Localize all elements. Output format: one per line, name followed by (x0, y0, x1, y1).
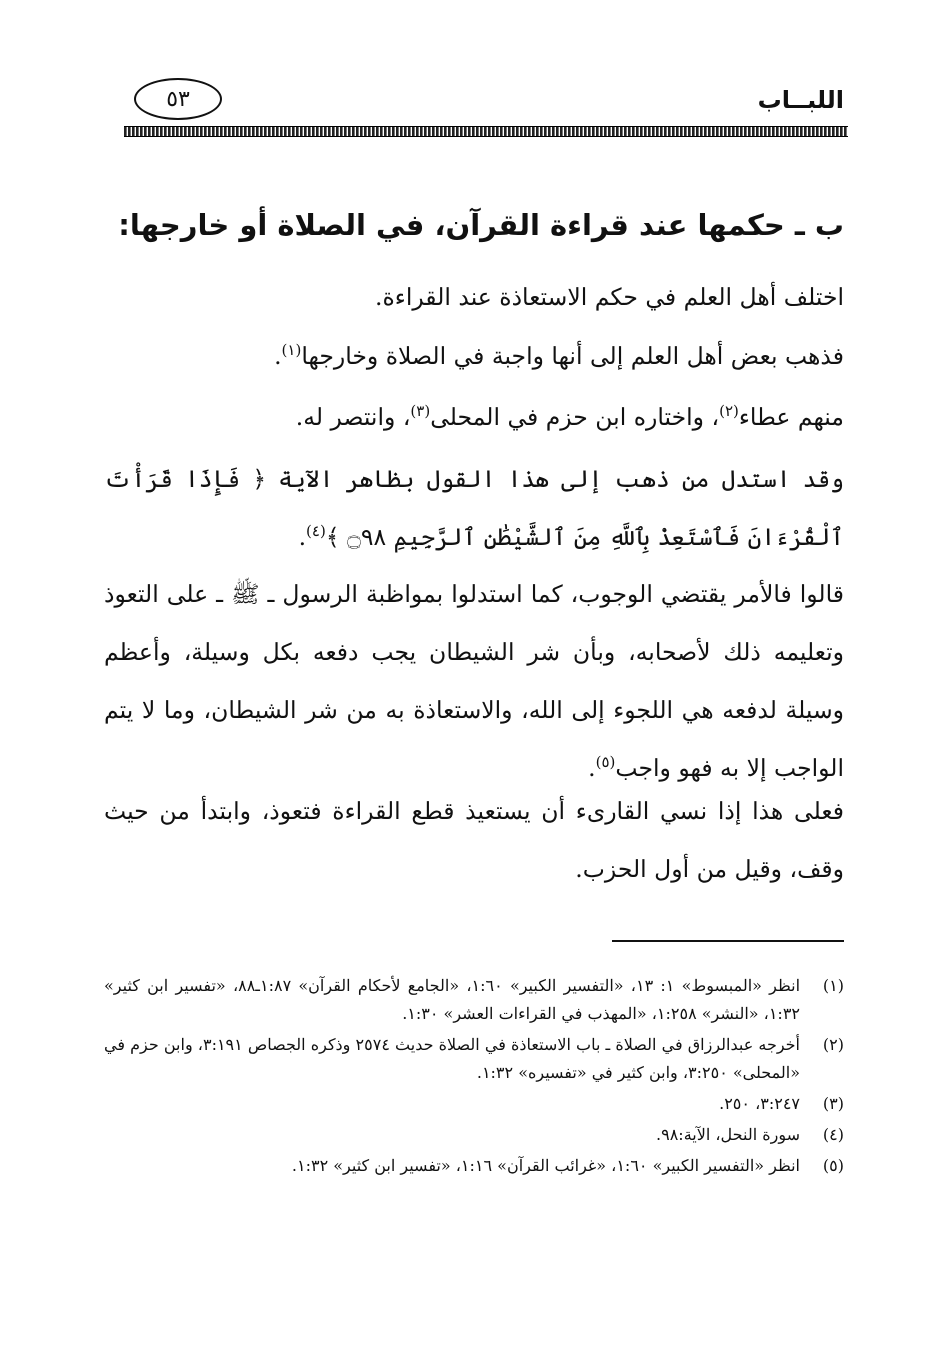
paragraph-2 (104, 327, 844, 385)
footnote-number: (٢) (822, 1035, 844, 1054)
footnote-item (104, 1152, 844, 1180)
footnote-text: انظر «التفسير الكبير» ١:٦٠، «غرائب القرآن» ١:١٦، «تفسير ابن كثير» ١:٣٢. (291, 1156, 800, 1175)
footnote-item (104, 972, 844, 1028)
footnote-ref-5[interactable]: (٥) (595, 753, 616, 772)
footnote-text: سورة النحل، الآية:٩٨. (656, 1125, 800, 1144)
footnote-ref-1[interactable]: (١) (281, 341, 302, 360)
paragraph-1-text: اختلف أهل العلم في حكم الاستعاذة عند القراءة. (374, 283, 844, 311)
paragraph-2-text: فذهب بعض أهل العلم إلى أنها واجبة في الصلاة وخارجها (301, 342, 844, 370)
section-heading: ب ـ حكمها عند قراءة القرآن، في الصلاة أو خارجها: (118, 208, 844, 242)
footnote-text: ٣:٢٤٧، ٢٥٠. (719, 1094, 800, 1113)
paragraph-4-text: وقد استدل من ذهب إلى هذا القول بظاهر الآية ﴿ فَإِذَا قَرَأْتَ ٱلْقُرْءَانَ فَٱسْتَعِذْ بِٱللَّهِ مِنَ ٱلشَّيْطَٰنِ ٱلرَّجِيمِ ۝٩٨ ﴾ (104, 465, 844, 551)
footnote-ref-2[interactable]: (٢) (719, 402, 739, 421)
paragraph-6 (104, 782, 844, 898)
footnotes-list (104, 972, 844, 1183)
paragraph-3-text-c: ، وانتصر له. (295, 403, 411, 431)
paragraph-2-end: . (274, 342, 282, 370)
paragraph-3-text-a: منهم عطاء (738, 403, 844, 431)
footnote-ref-3[interactable]: (٣) (410, 402, 431, 421)
header-divider (124, 126, 848, 137)
paragraph-5-end: . (588, 754, 596, 782)
footnote-item (104, 1090, 844, 1118)
footnote-item (104, 1031, 844, 1087)
footnote-text: انظر «المبسوط» ١: ١٣، «التفسير الكبير» ١:٦٠، «الجامع لأحكام القرآن» ١:٨٧ـ٨٨، «تفسير ابن كثير» ١:٣٢، «النشر» ١:٢٥٨، «المهذب في القراءات العشر» ١:٣٠. (104, 976, 801, 1023)
footnote-item (104, 1121, 844, 1149)
footnote-divider (612, 940, 844, 942)
footnote-ref-4[interactable]: (٤) (306, 522, 326, 541)
paragraph-4-end: . (298, 523, 307, 551)
paragraph-6-text: فعلى هذا إذا نسي القارىء أن يستعيذ قطع القراءة فتعوذ، وابتدأ من حيث وقف، وقيل من أول الحزب. (104, 797, 844, 883)
footnote-number: (٤) (822, 1125, 844, 1144)
paragraph-4 (104, 450, 844, 566)
footnote-number: (١) (822, 976, 844, 995)
paragraph-3 (104, 388, 844, 446)
footnote-text: أخرجه عبدالرزاق في الصلاة ـ باب الاستعاذة في الصلاة حديث ٢٥٧٤ وذكره الجصاص ٣:١٩١، وابن حزم في «المحلى» ٣:٢٥٠، وابن كثير في «تفسيره» ١:٣٢. (104, 1035, 800, 1082)
paragraph-3-text-b: ، واختاره ابن حزم في المحلى (430, 403, 720, 431)
paragraph-5-text: قالوا فالأمر يقتضي الوجوب، كما استدلوا بمواظبة الرسول ـ ﷺ ـ على التعوذ وتعليمه ذلك لأصحابه، وبأن شر الشيطان يجب دفعه بكل وسيلة، وأعظم وسيلة لدفعه هي اللجوء إلى الله، والاستعاذة به من شر الشيطان، وما لا يتم الواجب إلا به فهو واجب (104, 580, 844, 782)
page-number-badge (134, 78, 222, 120)
footnote-number: (٥) (822, 1156, 844, 1175)
running-header-title: اللبــاب (757, 86, 844, 114)
paragraph-5 (104, 565, 844, 797)
page-number: ٥٣ (166, 86, 190, 112)
footnote-number: (٣) (822, 1094, 844, 1113)
paragraph-1 (104, 268, 844, 326)
